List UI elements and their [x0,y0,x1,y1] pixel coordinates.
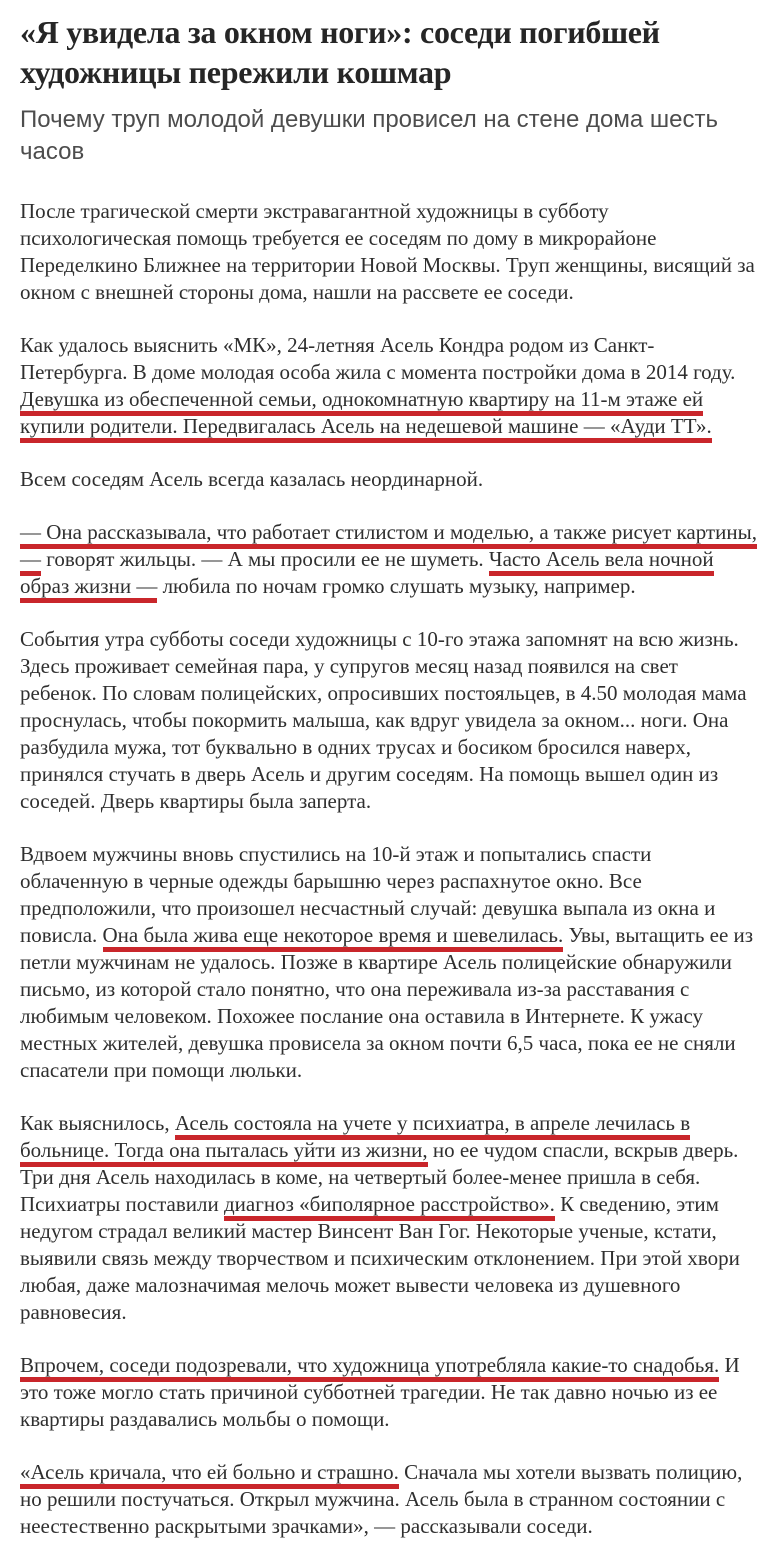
text-run: Как удалось выяснить «МК», 24-летняя Асель Кондра родом из Санкт-Петербурга. В доме молодая особа жила с момента постройки дома в 2014 году. [20,333,736,384]
article-paragraph [20,519,758,600]
article-paragraph [20,332,758,440]
text-run: Вдвоем мужчины вновь спустились на 10-й этаж и попытались спасти облаченную в черные одежды барышню через распахнутое окно. Все предположили, что произошел несчастный случай: девушка выпала из окна и повисла. [20,842,716,947]
text-run: говорят жильцы. — А мы просили ее не шуметь. [41,547,489,571]
text-run: События утра субботы соседи художницы с 10-го этажа запомнят на всю жизнь. Здесь проживает семейная пара, у супругов месяц назад появился на свет ребенок. По словам полицейских, опросивших постояльцев, в 4.50 молодая мама проснулась, чтобы покормить малыша, как вдруг увидела за окном... ноги. Она разбудила мужа, тот буквально в одних трусах и босиком бросился наверх, принялся стучать в дверь Асель и другим соседям. На помощь вышел один из соседей. Дверь квартиры была заперта. [20,627,747,813]
red-underlined-text: Асель состояла на учете у психиатра, в апреле лечилась в больнице. Тогда она пыталась уйти из жизни, [20,1111,690,1167]
article-paragraph [20,1352,758,1433]
article-paragraph [20,198,758,306]
red-underlined-text: Впрочем, соседи подозревали, что художница употребляла какие-то снадобья. [20,1353,719,1382]
text-run: После трагической смерти экстравагантной художницы в субботу психологическая помощь требуется ее соседям по дому в микрорайоне Переделкино Ближнее на территории Новой Москвы. Труп женщины, висящий за окном с внешней стороны дома, нашли на рассвете ее соседи. [20,199,755,304]
text-run: И это тоже могло стать причиной субботней трагедии. Не так давно ночью из ее квартиры раздавались мольбы о помощи. [20,1353,740,1431]
text-run: Как выяснилось, [20,1111,175,1135]
red-underlined-text: «Асель кричала, что ей больно и страшно. [20,1460,399,1489]
article-subtitle: Почему труп молодой девушки провисел на стене дома шесть часов [20,106,718,165]
article-paragraph [20,841,758,1084]
article-paragraph [20,1459,758,1540]
article-paragraph [20,626,758,815]
article-paragraph [20,1110,758,1326]
article-title: «Я увидела за окном ноги»: соседи погибшей художницы пережили кошмар [20,14,660,90]
red-underlined-text: диагноз «биполярное расстройство». [224,1192,555,1221]
red-underlined-text: Она была жива еще некоторое время и шевелилась. [103,923,564,952]
text-run: Увы, вытащить ее из петли мужчинам не удалось. Позже в квартире Асель полицейские обнаружили письмо, из которой стало понятно, что она переживала из-за расставания с любимым человеком. Похожее послание она оставила в Интернете. К ужасу местных жителей, девушка провисела за окном почти 6,5 часа, пока ее не сняли спасатели при помощи люльки. [20,923,754,1082]
article-body [20,198,758,1540]
red-underlined-text: — Она рассказывала, что работает стилистом и моделью, а также рисует картины, — [20,520,757,576]
text-run: Сначала мы хотели вызвать полицию, но решили постучаться. Открыл мужчина. Асель была в странном состоянии с неестественно раскрытыми зрачками», — рассказывали соседи. [20,1460,743,1538]
article-paragraph [20,466,758,493]
text-run: но ее чудом спасли, вскрыв дверь. Три дня Асель находилась в коме, на четвертый более-менее пришла в себя. Психиатры поставили [20,1138,739,1216]
text-run: К сведению, этим недугом страдал великий мастер Винсент Ван Гог. Некоторые ученые, кстати, выявили связь между творчеством и психическим отклонением. При этой хвори любая, даже малозначимая мелочь может вывести человека из душевного равновесия. [20,1192,740,1324]
red-underlined-text: Девушка из обеспеченной семьи, однокомнатную квартиру на 11-м этаже ей купили родители. Передвигалась Асель на недешевой машине — «Ауди ТТ». [20,387,712,443]
red-underlined-text: Часто Асель вела ночной образ жизни — [20,547,714,603]
text-run: Всем соседям Асель всегда казалась неординарной. [20,467,484,491]
text-run: любила по ночам громко слушать музыку, например. [157,574,636,598]
